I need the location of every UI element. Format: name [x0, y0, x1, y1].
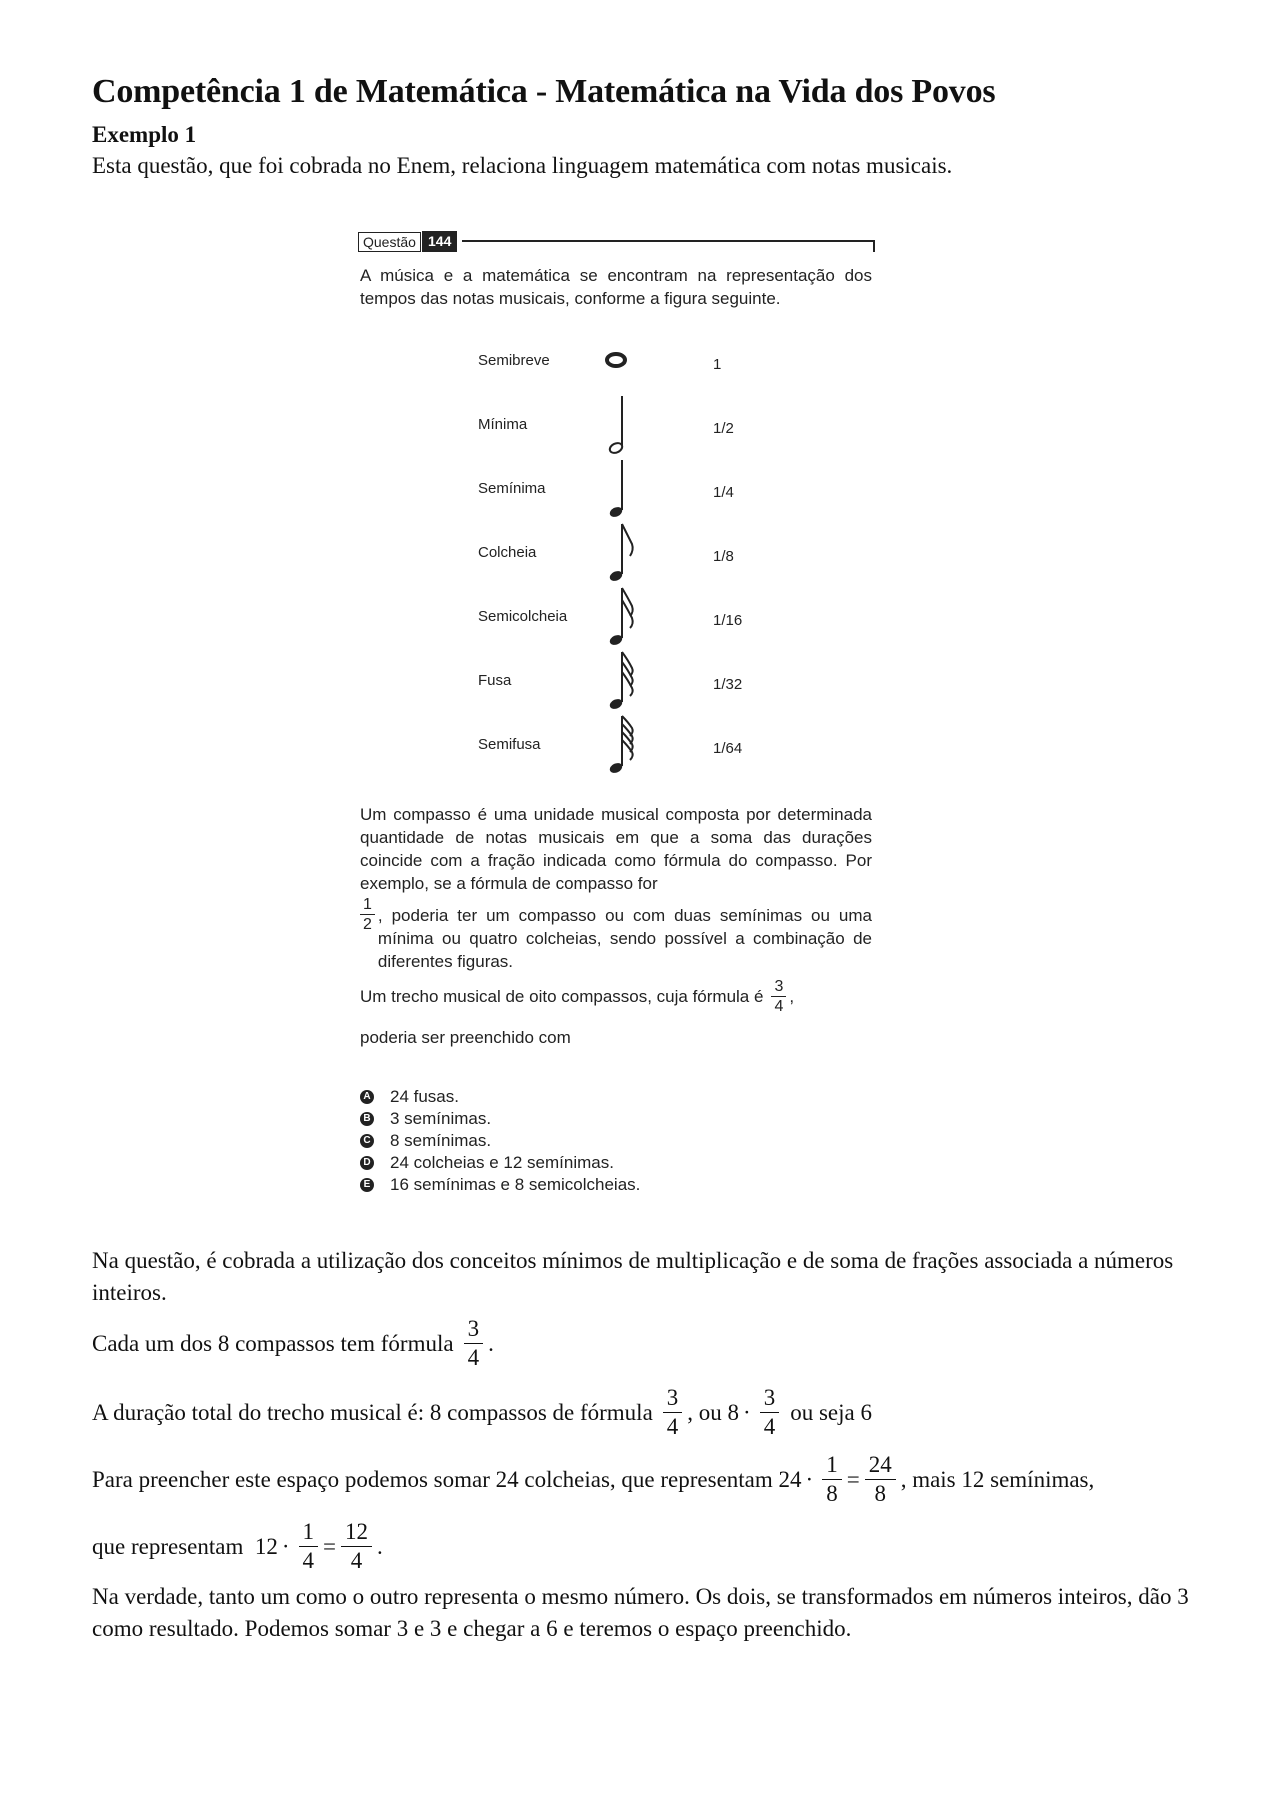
paragraph-text: , ou 8	[687, 1399, 740, 1425]
note-name: Semibreve	[478, 352, 550, 369]
option-letter: E	[360, 1178, 374, 1192]
thirty-second-note-icon	[598, 650, 638, 716]
note-value: 1/8	[713, 548, 734, 565]
fraction	[865, 1451, 896, 1508]
note-name: Semínima	[478, 480, 546, 497]
sixty-fourth-note-icon	[598, 714, 638, 780]
question-body	[360, 803, 872, 1049]
header-rule	[462, 240, 874, 242]
option-text: 24 fusas.	[390, 1087, 459, 1106]
document	[92, 70, 1202, 182]
fraction-numerator: 3	[760, 1384, 780, 1413]
fraction-one-half	[360, 895, 375, 934]
option-b[interactable]	[360, 1108, 872, 1130]
question-prompt-end: poderia ser preenchido com	[360, 1028, 571, 1047]
explanation-paragraph-1: Na questão, é cobrada a utilização dos conceitos mínimos de multiplicação e de soma de frações associada a números inteiros.	[92, 1248, 1174, 1305]
question-prompt-text: Um trecho musical de oito compassos, cuja fórmula é	[360, 987, 764, 1006]
note-name: Semicolcheia	[478, 608, 568, 625]
multiplication-dot: ·	[281, 1533, 290, 1559]
fraction-denominator: 4	[467, 1345, 480, 1370]
question-image	[358, 228, 878, 1208]
paragraph-text: A duração total do trecho musical é: 8 compassos de fórmula	[92, 1399, 653, 1425]
paragraph-text: Cada um dos 8 compassos tem fórmula	[92, 1330, 454, 1356]
fraction-denominator: 4	[302, 1548, 315, 1573]
fraction	[822, 1451, 842, 1508]
half-note-icon	[598, 394, 638, 460]
explanation-paragraph-3	[92, 1384, 1202, 1441]
fraction-numerator: 1	[299, 1518, 319, 1547]
question-paragraph-cont	[360, 895, 872, 973]
header-rule-tick	[873, 240, 875, 252]
fraction	[663, 1384, 683, 1441]
option-letter: C	[360, 1134, 374, 1148]
intro-paragraph: Esta questão, que foi cobrada no Enem, relaciona linguagem matemática com notas musicais.	[92, 153, 953, 178]
fraction	[341, 1518, 372, 1575]
fraction	[760, 1384, 780, 1441]
question-number: 144	[422, 231, 457, 252]
paragraph-text: Para preencher este espaço podemos somar 24 colcheias, que representam 24	[92, 1466, 802, 1492]
page-title: Competência 1 de Matemática - Matemática na Vida dos Povos	[92, 73, 996, 110]
eighth-note-icon	[598, 522, 638, 588]
fraction-numerator: 1	[822, 1451, 842, 1480]
question-paragraph-tail: , poderia ter um compasso ou com duas semínimas ou uma mínima ou quatro colcheias, sendo possível a combinação de diferentes figuras.	[377, 906, 872, 971]
note-value: 1/4	[713, 484, 734, 501]
quarter-note-icon	[598, 458, 638, 524]
note-name: Colcheia	[478, 544, 537, 561]
answer-options	[360, 1086, 872, 1196]
fraction	[464, 1315, 484, 1372]
note-table	[478, 348, 778, 796]
note-value: 1/64	[713, 740, 743, 757]
sixteenth-note-icon	[598, 586, 638, 652]
punctuation: .	[488, 1330, 494, 1356]
equals-sign: =	[846, 1466, 860, 1492]
fraction-numerator: 12	[341, 1518, 372, 1547]
note-value: 1/2	[713, 420, 734, 437]
explanation-paragraph-2	[92, 1315, 1202, 1372]
note-value: 1/16	[713, 612, 743, 629]
multiplication-dot: ·	[805, 1466, 814, 1492]
fraction-numerator: 1	[360, 895, 375, 915]
punctuation: ,	[789, 987, 795, 1006]
equals-sign: =	[323, 1533, 336, 1559]
explanation-paragraph-5	[92, 1518, 1202, 1575]
paragraph-text: , mais 12 semínimas,	[900, 1466, 1095, 1492]
fraction-numerator: 3	[771, 977, 786, 997]
explanation-paragraph-6: Na verdade, tanto um como o outro representa o mesmo número. Os dois, se transformados em números inteiros, dão 3 como resultado. Podemos somar 3 e 3 e chegar a 6 e teremos o espaço preenchido.	[92, 1584, 1189, 1641]
fraction	[299, 1518, 319, 1575]
fraction-denominator: 4	[774, 998, 784, 1015]
question-label: Questão	[358, 232, 421, 252]
fraction-denominator: 2	[363, 916, 372, 933]
option-text: 8 semínimas.	[390, 1131, 492, 1150]
question-intro: A música e a matemática se encontram na representação dos tempos das notas musicais, conforme a figura seguinte.	[360, 266, 872, 308]
whole-note-icon	[598, 330, 638, 396]
option-d[interactable]	[360, 1152, 872, 1174]
note-name: Fusa	[478, 672, 512, 689]
fraction-denominator: 4	[763, 1414, 776, 1439]
note-row	[478, 732, 778, 796]
option-e[interactable]	[360, 1174, 872, 1196]
option-letter: D	[360, 1156, 374, 1170]
paragraph-text: ou seja 6	[790, 1399, 872, 1425]
option-a[interactable]	[360, 1086, 872, 1108]
fraction-numerator: 3	[464, 1315, 484, 1344]
option-letter: B	[360, 1112, 374, 1126]
note-name: Semifusa	[478, 736, 541, 753]
question-paragraph: Um compasso é uma unidade musical composta por determinada quantidade de notas musicais em que a soma das durações coincide com a fração indicada como fórmula do compasso. Por exemplo, se a fórmula de compasso for	[360, 805, 872, 893]
example-heading: Exemplo 1	[92, 122, 197, 147]
option-text: 24 colcheias e 12 semínimas.	[390, 1153, 614, 1172]
fraction-numerator: 3	[663, 1384, 683, 1413]
explanation	[92, 1245, 1202, 1645]
punctuation: .	[377, 1533, 383, 1559]
fraction-numerator: 24	[865, 1451, 896, 1480]
explanation-paragraph-4	[92, 1451, 1202, 1508]
fraction-denominator: 4	[350, 1548, 363, 1573]
paragraph-text: que representam 12	[92, 1533, 278, 1559]
note-name: Mínima	[478, 416, 528, 433]
question-prompt	[360, 977, 872, 1016]
option-c[interactable]	[360, 1130, 872, 1152]
option-letter: A	[360, 1090, 374, 1104]
option-text: 16 semínimas e 8 semicolcheias.	[390, 1175, 641, 1194]
note-value: 1	[713, 356, 722, 373]
question-header	[358, 228, 878, 252]
multiplication-dot: ·	[743, 1399, 751, 1425]
fraction-denominator: 8	[874, 1481, 886, 1506]
fraction-denominator: 4	[666, 1414, 679, 1439]
fraction-denominator: 8	[826, 1481, 838, 1506]
option-text: 3 semínimas.	[390, 1109, 492, 1128]
note-value: 1/32	[713, 676, 743, 693]
fraction-three-quarters	[771, 977, 786, 1016]
